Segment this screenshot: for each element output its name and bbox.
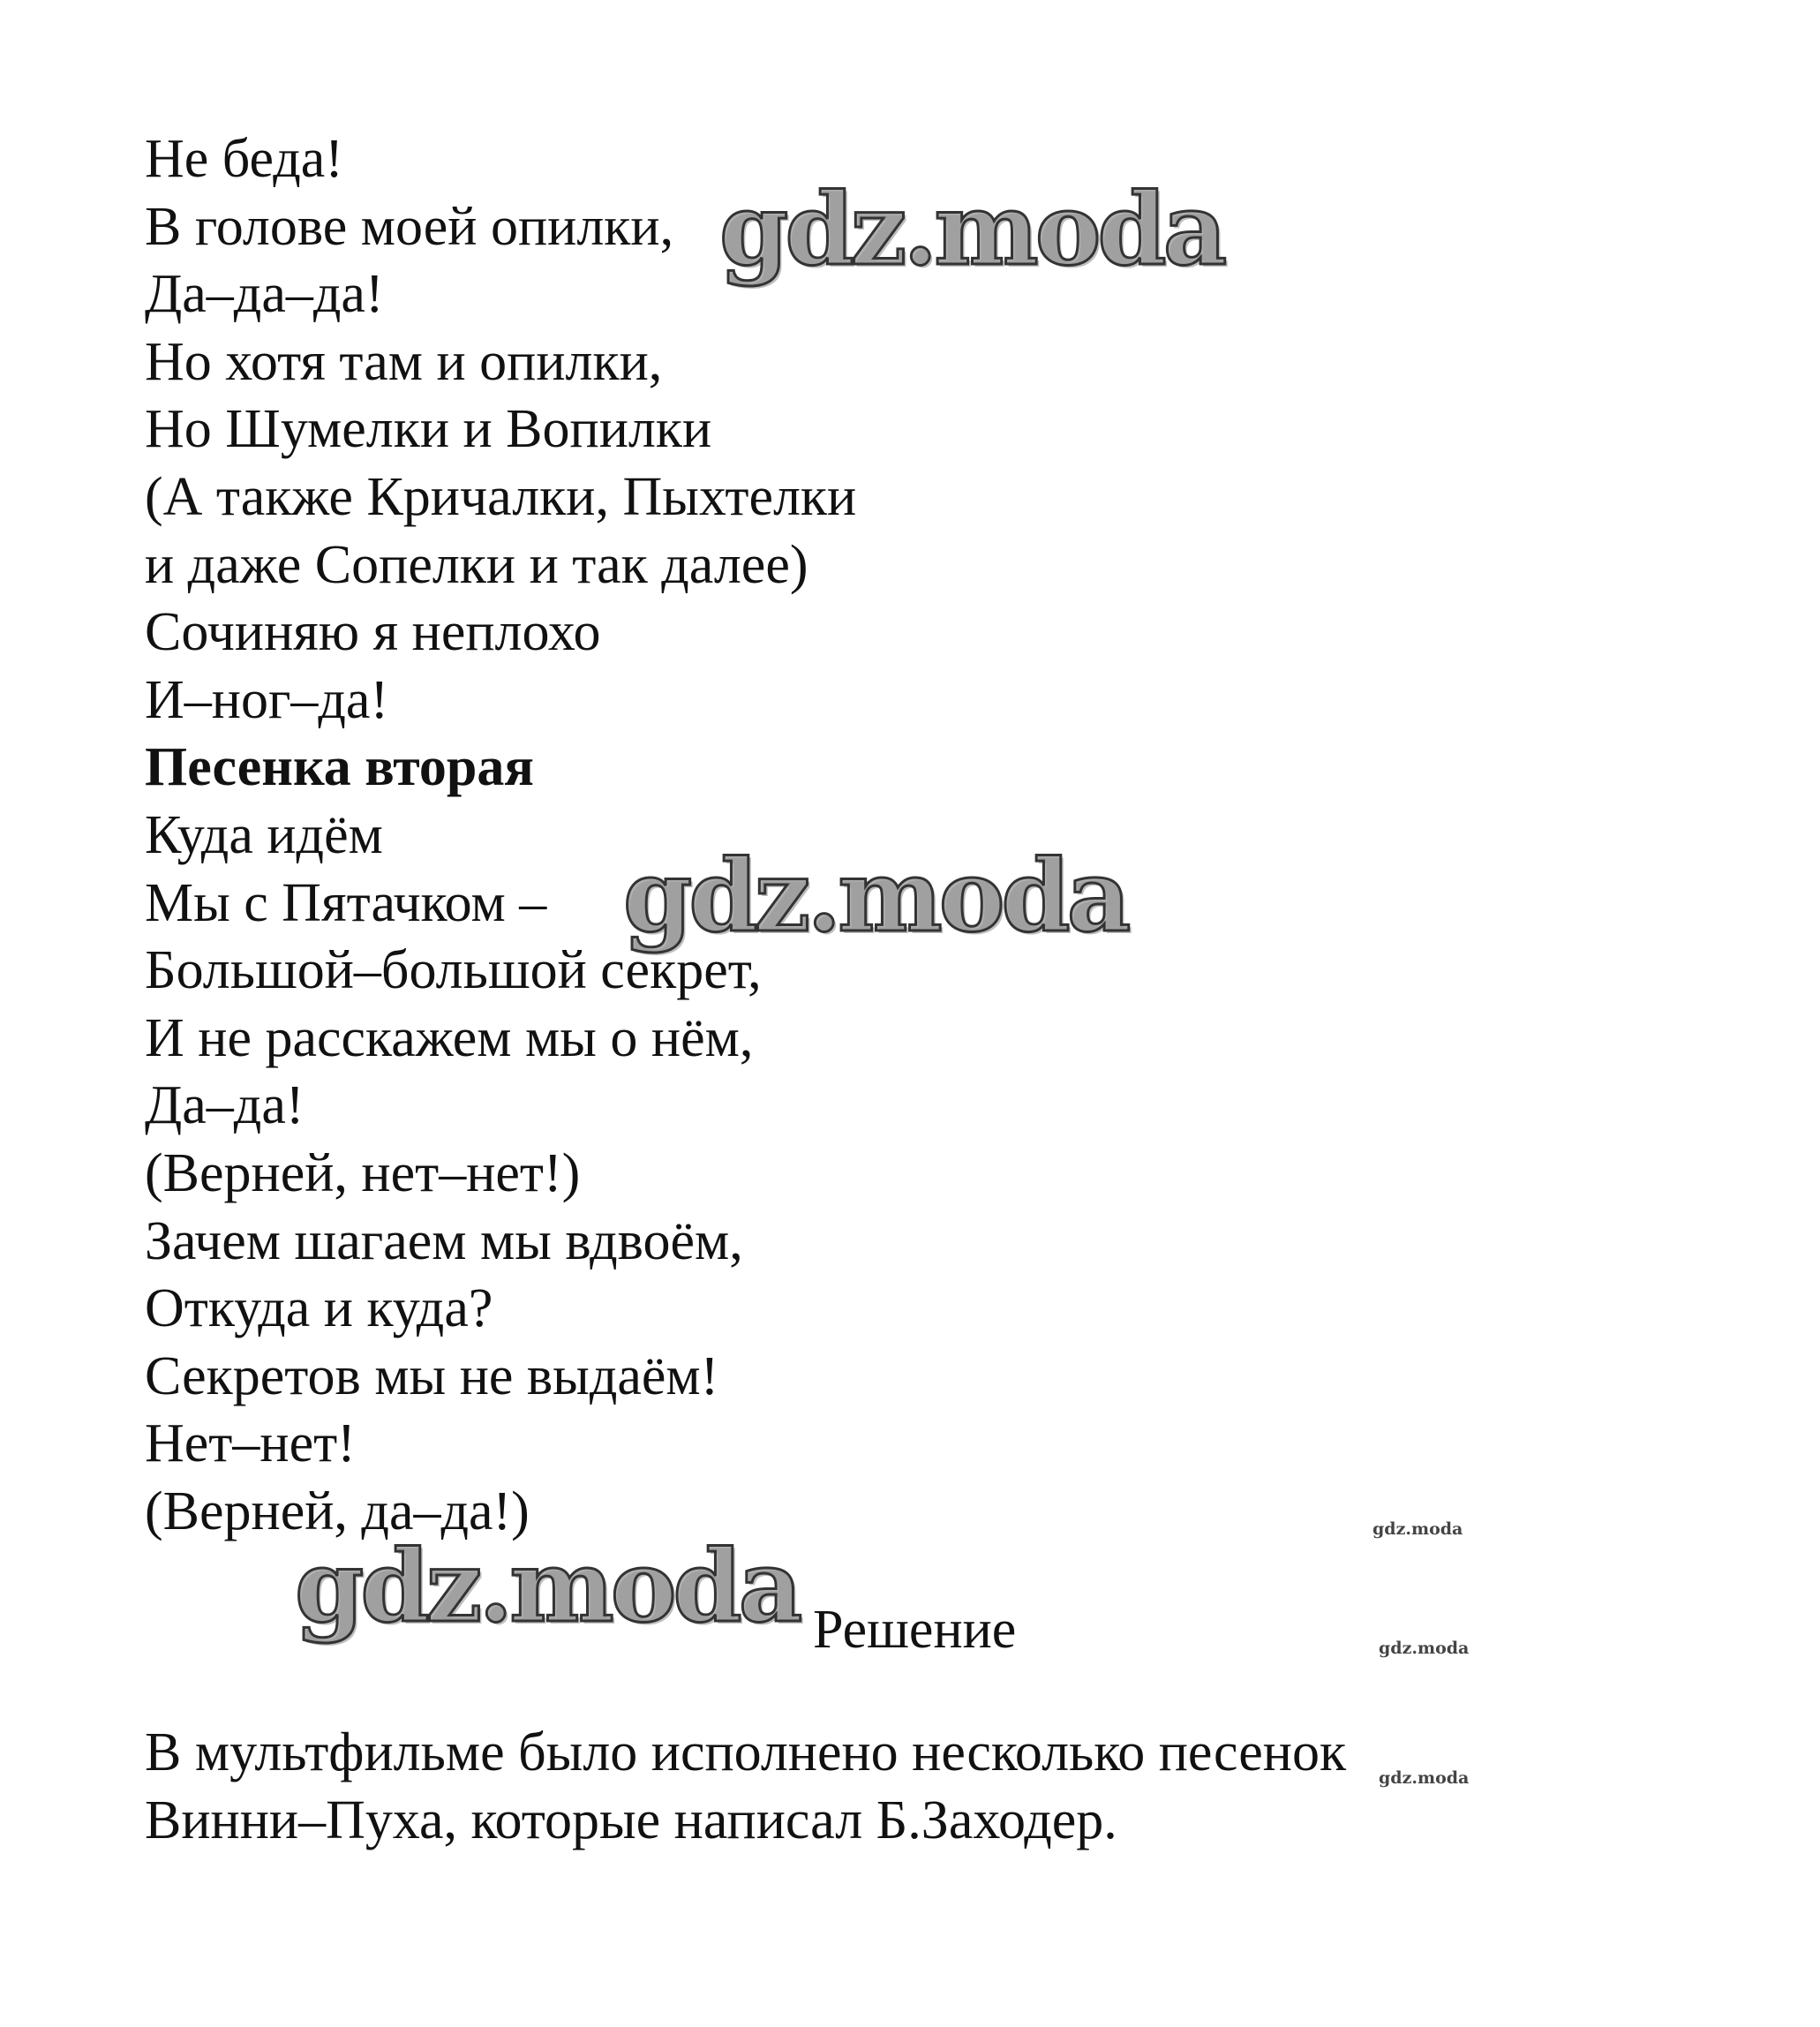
poem-line: Но Шумелки и Вопилки (145, 399, 712, 460)
poem-line: Да–да! (145, 1075, 305, 1136)
answer-paragraph (145, 1719, 1346, 1854)
poem-line: В голове моей опилки, (145, 196, 674, 257)
poem-line: Мы с Пятачком – (145, 872, 547, 933)
poem-line: Не беда! (145, 129, 343, 189)
poem-line: и даже Сопелки и так далее) (145, 534, 808, 595)
poem-line: (Верней, да–да!) (145, 1481, 530, 1541)
poem-line: (А также Кричалки, Пыхтелки (145, 466, 857, 527)
poem-line: Куда идём (145, 804, 383, 865)
poem-line: Сочиняю я неплохо (145, 602, 601, 663)
poem-line: И–ног–да! (145, 669, 389, 730)
solution-heading: Решение (813, 1600, 1017, 1660)
poem-line: Зачем шагаем мы вдвоём, (145, 1210, 743, 1271)
poem-line: Да–да–да! (145, 264, 384, 325)
watermark-logo: gdz.moda (719, 172, 1224, 288)
watermark-small: gdz.moda (1379, 1639, 1470, 1658)
answer-line: В мультфильме было исполнено несколько песенок (145, 1722, 1347, 1782)
poem-line: Но хотя там и опилки, (145, 331, 663, 392)
answer-line: Винни–Пуха, которые написал Б.Заходер. (145, 1790, 1117, 1850)
poem-line: И не расскажем мы о нём, (145, 1007, 754, 1068)
watermark-logo: gdz.moda (295, 1529, 800, 1645)
poem-line: Большой–большой секрет, (145, 940, 762, 1001)
poem-line: Нет–нет! (145, 1413, 356, 1474)
poem-line: Секретов мы не выдаём! (145, 1345, 719, 1406)
poem-text (145, 125, 856, 1545)
section-heading: Песенка вторая (145, 737, 534, 798)
watermark-logo: gdz.moda (623, 839, 1128, 954)
poem-line: Откуда и куда? (145, 1278, 493, 1339)
watermark-small: gdz.moda (1373, 1519, 1463, 1539)
poem-line: (Верней, нет–нет!) (145, 1142, 581, 1203)
watermark-small: gdz.moda (1379, 1768, 1470, 1788)
